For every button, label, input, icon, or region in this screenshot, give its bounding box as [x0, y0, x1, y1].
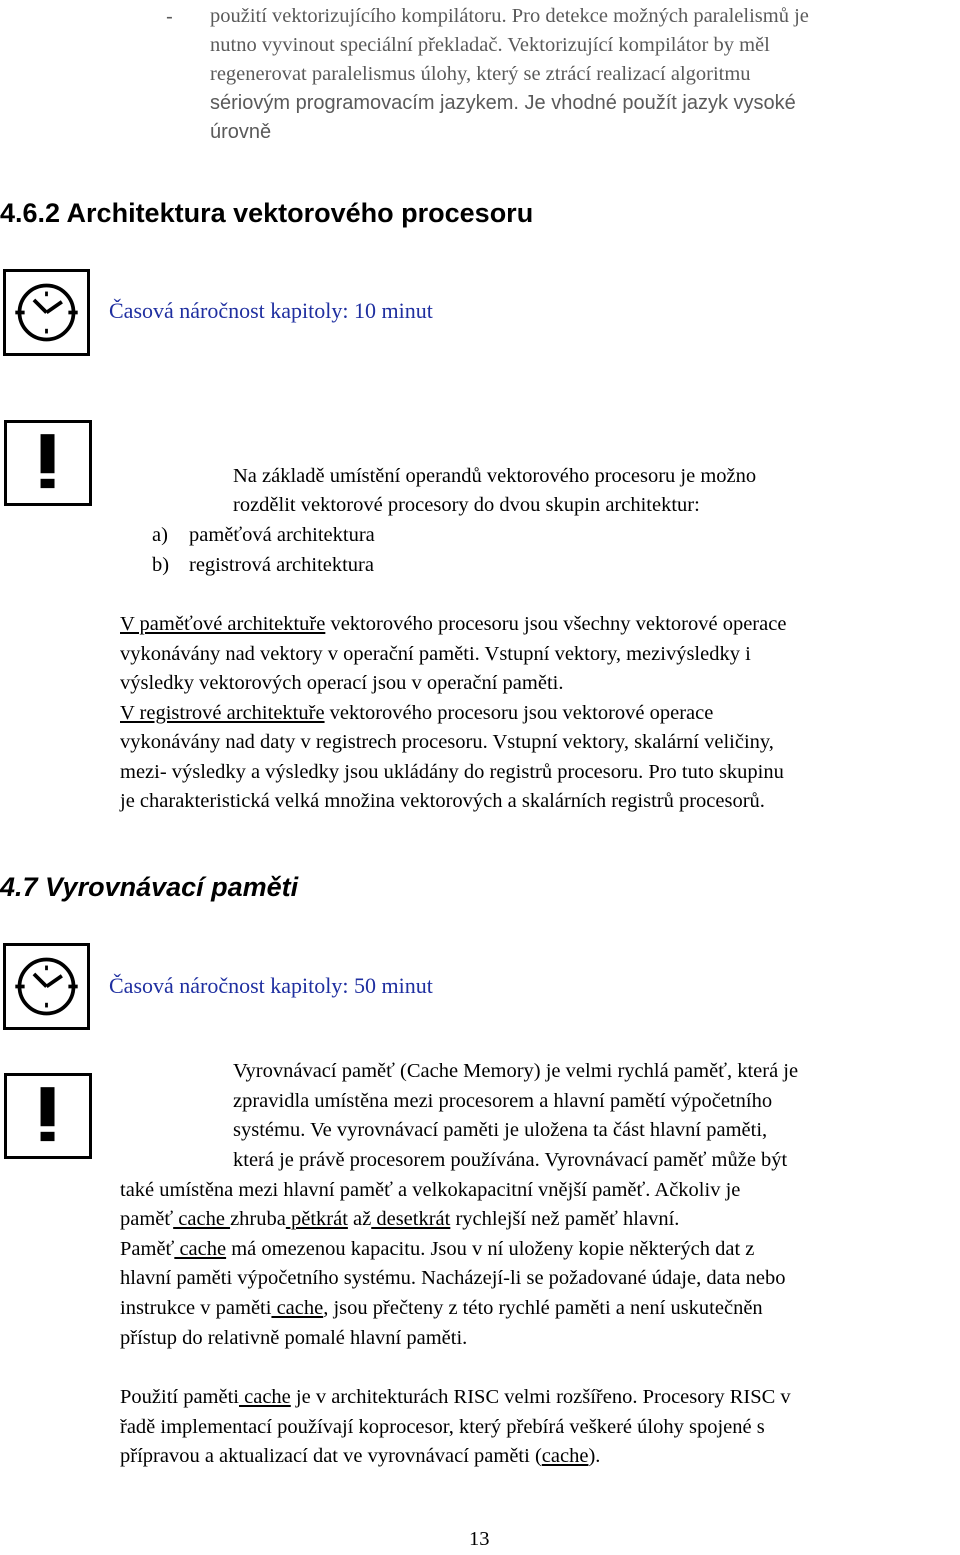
cache-p1-line-4: která je právě procesorem používána. Vyrovnávací paměť může být — [233, 1149, 788, 1171]
intro-bullet: - — [166, 5, 173, 28]
term-memory-architecture: V paměťové architektuře — [120, 613, 326, 635]
para-register-line-2: vykonávány nad daty v registrech procesoru. Vstupní vektory, skalární veličiny, — [120, 731, 774, 753]
cache-p3-line-1: Použití paměti cache je v architekturách RISC velmi rozšířeno. Procesory RISC v — [120, 1386, 791, 1408]
para-register-line-4: je charakteristická velká množina vektorových a skalárních registrů procesorů. — [120, 790, 765, 812]
note-line-1: Na základě umístění operandů vektorového procesoru je možno — [233, 465, 757, 487]
term-register-architecture: V registrové architektuře — [120, 702, 325, 724]
clock-icon — [3, 943, 90, 1030]
cache-p3-line-2: řadě implementací používají koprocesor, který přebírá veškeré úlohy spojené s — [120, 1416, 765, 1438]
para-memory-line-1: V paměťové architektuře vektorového procesoru jsou všechny vektorové operace — [120, 613, 787, 635]
note-line-2: rozdělit vektorové procesory do dvou skupin architektur: — [233, 494, 700, 516]
exclamation-icon — [4, 420, 92, 506]
cache-p2-line-2: hlavní paměti výpočetního systému. Nacházejí-li se požadované údaje, data nebo — [120, 1267, 786, 1289]
para-memory-line-2: vykonávány nad vektory v operační paměti. Vstupní vektory, mezivýsledky i — [120, 643, 751, 665]
intro-line-2: nutno vyvinout speciální překladač. Vektorizující kompilátor by měl — [210, 34, 770, 56]
cache-p2-line-4: přístup do relativně pomalé hlavní paměti. — [120, 1327, 468, 1349]
page-number: 13 — [469, 1528, 490, 1550]
intro-line-5: úrovně — [210, 121, 272, 143]
time-estimate-50: Časová náročnost kapitoly: 50 minut — [109, 973, 433, 998]
cache-p1-line-1: Vyrovnávací paměť (Cache Memory) je velmi rychlá paměť, která je — [233, 1060, 799, 1082]
time-estimate-10: Časová náročnost kapitoly: 10 minut — [109, 298, 433, 323]
section-heading-4-7: 4.7 Vyrovnávací paměti — [0, 872, 299, 902]
para-memory-line-3: výsledky vektorových operací jsou v operační paměti. — [120, 672, 564, 694]
clock-icon — [3, 269, 90, 356]
cache-p1-line-3: systému. Ve vyrovnávací paměti je uložena ta část hlavní paměti, — [233, 1119, 768, 1141]
cache-p3-line-3: přípravou a aktualizací dat ve vyrovnávací paměti (cache). — [120, 1445, 601, 1467]
intro-line-3: regenerovat paralelismus úlohy, který se ztrácí realizací algoritmu — [210, 63, 751, 85]
cache-p2-line-1: Paměť cache má omezenou kapacitu. Jsou v ní uloženy kopie některých dat z — [120, 1238, 755, 1260]
cache-p1-line-2: zpravidla umístěna mezi procesorem a hlavní pamětí výpočetního — [233, 1090, 773, 1112]
exclamation-icon — [4, 1073, 92, 1159]
list-marker-b: b) — [152, 554, 170, 576]
list-item-a: paměťová architektura — [189, 524, 375, 546]
intro-line-4: sériovým programovacím jazykem. Je vhodné použít jazyk vysoké — [210, 92, 796, 114]
list-item-b: registrová architektura — [189, 554, 374, 576]
list-marker-a: a) — [152, 524, 168, 546]
para-register-line-1: V registrové architektuře vektorového procesoru jsou vektorové operace — [120, 702, 714, 724]
cache-p2-line-3: instrukce v paměti cache, jsou přečteny z této rychlé paměti a není uskutečněn — [120, 1297, 763, 1319]
intro-line-1: použití vektorizujícího kompilátoru. Pro detekce možných paralelismů je — [210, 5, 809, 27]
section-heading-4-6-2: 4.6.2 Architektura vektorového procesoru — [0, 198, 534, 228]
para-register-line-3: mezi- výsledky a výsledky jsou ukládány do registrů procesoru. Pro tuto skupinu — [120, 761, 784, 783]
cache-p1-line-5: také umístěna mezi hlavní paměť a velkokapacitní vnější paměť. Ačkoliv je — [120, 1179, 741, 1201]
cache-p1-line-6: paměť cache zhruba pětkrát až desetkrát rychlejší než paměť hlavní. — [120, 1208, 680, 1230]
